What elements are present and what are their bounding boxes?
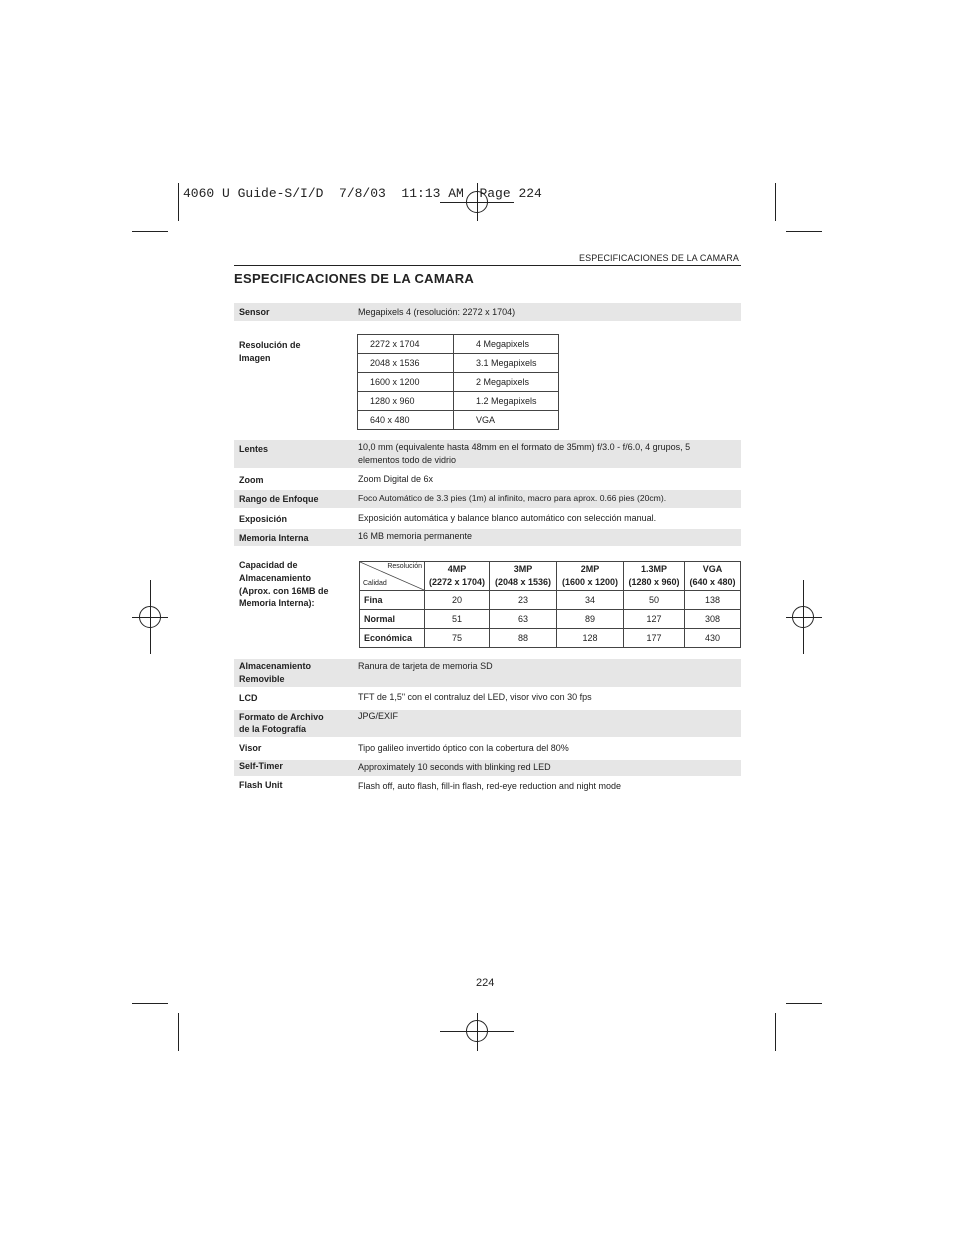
spec-row-lentes	[234, 440, 741, 468]
spec-label: Exposición	[239, 514, 288, 524]
table-cell: 88	[490, 629, 557, 648]
column-header	[557, 562, 624, 591]
corner-label-resolucion: Resolución	[387, 563, 422, 570]
spec-value: TFT de 1,5" con el contraluz del LED, visor vivo con 30 fps	[358, 692, 592, 702]
spec-row-formato	[234, 710, 741, 737]
column-res: (640 x 480)	[689, 577, 736, 587]
table-cell: 138	[685, 591, 741, 610]
registration-mark-icon	[139, 606, 161, 628]
spec-label: Visor	[239, 743, 262, 753]
table-row	[358, 392, 559, 411]
column-mp: 2MP	[580, 564, 600, 574]
table-row	[358, 411, 559, 430]
table-corner-cell	[360, 562, 425, 591]
spec-row-memoria	[234, 529, 741, 546]
spec-label: Zoom	[239, 475, 264, 485]
column-header	[490, 562, 557, 591]
table-cell: VGA	[454, 411, 559, 430]
table-row	[360, 591, 741, 610]
spec-label: Sensor	[239, 307, 270, 317]
spec-label: Capacidad de Almacenamiento (Aprox. con 16MB de Memoria Interna):	[239, 560, 329, 609]
spec-value: Approximately 10 seconds with blinking red LED	[358, 762, 551, 772]
quality-label: Normal	[360, 610, 425, 629]
spec-label: Formato de Archivo de la Fotografía	[239, 712, 324, 734]
table-cell: 1280 x 960	[358, 392, 454, 411]
spec-row-removible	[234, 659, 741, 687]
corner-label-calidad: Calidad	[363, 580, 387, 587]
spec-value: Foco Automático de 3.3 pies (1m) al infinito, macro para aprox. 0.66 pies (20cm).	[358, 493, 667, 503]
crop-mark	[775, 1013, 776, 1051]
registration-mark-icon	[466, 1020, 488, 1042]
spec-value: Megapixels 4 (resolución: 2272 x 1704)	[358, 307, 516, 317]
spec-row-sensor	[234, 303, 741, 321]
spec-value: Tipo galileo invertido óptico con la cobertura del 80%	[358, 743, 569, 753]
capacity-table	[359, 561, 741, 648]
table-cell: 63	[490, 610, 557, 629]
spec-label: Lentes	[239, 444, 269, 454]
spec-label: Rango de Enfoque	[239, 494, 319, 504]
spec-label: Self-Timer	[239, 761, 283, 771]
spec-row-flash	[234, 778, 741, 796]
column-header	[624, 562, 685, 591]
spec-label: Resolución de Imagen	[239, 340, 301, 363]
table-cell: 34	[557, 591, 624, 610]
running-head: ESPECIFICACIONES DE LA CAMARA	[579, 253, 739, 263]
column-res: (2048 x 1536)	[494, 577, 552, 587]
table-cell: 1600 x 1200	[358, 373, 454, 392]
column-header	[425, 562, 490, 591]
quality-label: Económica	[360, 629, 425, 648]
table-cell: 50	[624, 591, 685, 610]
spec-value: JPG/EXIF	[358, 711, 399, 721]
spec-row-visor	[234, 740, 741, 758]
spec-row-enfoque	[234, 490, 741, 508]
column-res: (1600 x 1200)	[561, 577, 619, 587]
table-cell: 89	[557, 610, 624, 629]
spec-value: 16 MB memoria permanente	[358, 531, 473, 541]
table-cell: 430	[685, 629, 741, 648]
spec-value: Ranura de tarjeta de memoria SD	[358, 661, 493, 671]
crop-mark	[132, 231, 168, 232]
spec-row-selftimer	[234, 760, 741, 776]
table-row	[360, 610, 741, 629]
table-cell: 2048 x 1536	[358, 354, 454, 373]
column-res: (2272 x 1704)	[428, 577, 486, 587]
table-cell: 1.2 Megapixels	[454, 392, 559, 411]
column-mp: 1.3MP	[640, 564, 667, 574]
quality-label: Fina	[360, 591, 425, 610]
spec-value: Zoom Digital de 6x	[358, 474, 434, 484]
table-cell: 2272 x 1704	[358, 335, 454, 354]
table-cell: 128	[557, 629, 624, 648]
table-cell: 127	[624, 610, 685, 629]
crop-mark	[178, 183, 179, 221]
table-row	[360, 562, 741, 591]
section-title: ESPECIFICACIONES DE LA CAMARA	[234, 271, 475, 286]
spec-row-zoom	[234, 471, 741, 489]
resolution-table	[357, 334, 559, 430]
spec-label: Flash Unit	[239, 780, 283, 790]
column-mp: 4MP	[447, 564, 467, 574]
header-rule	[234, 265, 741, 266]
crop-mark	[775, 183, 776, 221]
table-cell: 308	[685, 610, 741, 629]
page-number: 224	[476, 977, 495, 989]
table-cell: 3.1 Megapixels	[454, 354, 559, 373]
spec-label: LCD	[239, 693, 258, 703]
table-cell: 177	[624, 629, 685, 648]
crop-mark	[786, 1003, 822, 1004]
spec-value: Exposición automática y balance blanco automático con selección manual.	[358, 513, 657, 523]
spec-value: Flash off, auto flash, fill-in flash, red-eye reduction and night mode	[358, 781, 621, 791]
spec-label: Almacenamiento Removible	[239, 661, 312, 684]
spec-row-lcd	[234, 689, 741, 707]
column-header	[685, 562, 741, 591]
table-cell: 4 Megapixels	[454, 335, 559, 354]
spec-label: Memoria Interna	[239, 533, 309, 543]
crop-mark	[178, 1013, 179, 1051]
table-cell: 2 Megapixels	[454, 373, 559, 392]
table-row	[358, 373, 559, 392]
column-mp: VGA	[702, 564, 723, 574]
spec-value: 10,0 mm (equivalente hasta 48mm en el formato de 35mm) f/3.0 - f/6.0, 4 grupos, 5 elementos todo de vidrio	[358, 442, 691, 465]
table-cell: 640 x 480	[358, 411, 454, 430]
table-cell: 51	[425, 610, 490, 629]
crop-mark	[786, 231, 822, 232]
table-cell: 23	[490, 591, 557, 610]
table-cell: 20	[425, 591, 490, 610]
table-cell: 75	[425, 629, 490, 648]
registration-mark-icon	[792, 606, 814, 628]
table-row	[358, 335, 559, 354]
print-slug: 4060 U Guide-S/I/D 7/8/03 11:13 AM Page 224	[183, 186, 542, 201]
table-row	[358, 354, 559, 373]
spec-row-exposicion	[234, 510, 741, 528]
crop-mark	[132, 1003, 168, 1004]
table-row	[360, 629, 741, 648]
column-res: (1280 x 960)	[628, 577, 680, 587]
column-mp: 3MP	[513, 564, 533, 574]
